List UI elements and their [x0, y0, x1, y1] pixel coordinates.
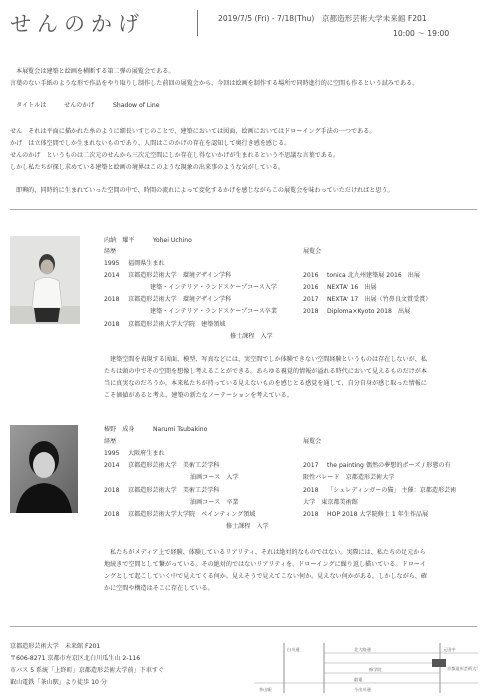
artist1-career-text: 建築・インテリア・ランドスケープコース入学 [150, 284, 277, 291]
artist2-exhibit-text: the painting 偶然の夢想的ポーズ / 形態の有 [327, 462, 451, 469]
artist1-exhibit-year: 2016 [303, 272, 319, 279]
artist2-statement-line: ングとして起こしていく中で見えてくる何か。見えそうで見えてこない何か。見えない何かがある。しかしながら、確 [104, 573, 427, 580]
artist1-career-text: 京都造形芸術大学 環境デザイン学科 [128, 296, 232, 303]
artist2-career-label: 経歴 [104, 438, 117, 445]
artist2-statement-line: かに空間や構造はそこに存在している。 [104, 585, 214, 592]
artist2-name-en: Narumi Tsubakino [153, 426, 208, 433]
map-label-bldg3: 今出川通 [354, 687, 371, 692]
artist2-career-year: 2018 [104, 511, 120, 518]
artist2-career-text: 京都造形芸術大学 美術工芸学科 [128, 487, 220, 494]
artist1-name-en: Yohei Uchino [153, 237, 192, 244]
artist2-career-text: 油画コース 入学 [190, 474, 239, 481]
artist1-exhibit-text: Diploma×Kyoto 2018 出展 [327, 308, 411, 315]
footer-divider [10, 626, 477, 627]
artist2-career-year: 1995 [104, 450, 120, 457]
artist1-statement-line: 当に真実なのだろうか。本来私たちが持っている見えないものを感じとる感覚を通して、自分自身が感じ取った情報に [104, 380, 427, 387]
artist2-photo [10, 425, 78, 513]
artist1-portrait-image [10, 236, 80, 324]
map-destination-marker [432, 659, 446, 667]
artist1-exhibit-year: 2017 [303, 296, 319, 303]
artist1-exhibit-text: tonica 北九州建築展 2016 出展 [327, 272, 420, 279]
map-label-station2: 元田中 [443, 647, 456, 652]
map-label-bldg1: 叡電 [354, 677, 363, 682]
section-divider [10, 209, 477, 210]
artist1-statement-line: 建築空間を表現する図面、模型、写真などには、実空間でしか体験できない空間経験というものは存在しないが、私 [110, 356, 427, 363]
title-en: Shadow of Line [113, 102, 160, 109]
artist2-name-jp: 椿野 成身 [104, 426, 135, 433]
artist1-career-year: 2018 [104, 296, 120, 303]
title-divider [197, 10, 198, 36]
artist1-statement-line: たちは頭の中でその空間を想像し考えることができる。あらゆる視覚的情報が溢れる時代において見えるものだけが本 [104, 368, 427, 375]
footer-venue: 京都造形芸術大学 未来館 F201 [10, 643, 101, 650]
artist2-exhibit-year: 2018 [303, 511, 319, 518]
artist1-career-year: 2018 [104, 321, 120, 328]
intro-line-boundary: しかし私たちが探し求めている建築と絵画の境界はこのような現象の出来事のような気がしている。 [10, 164, 285, 171]
intro-paragraph-2: 言葉のない手紙のような形で作品をやり取りし制作した前回の展覧会から、今回は絵画を制作する場所で同時進行的に空間も作るという試みである。 [10, 80, 419, 87]
artist2-career-text: 京都造形芸術大学大学院 ペインティング領域 [128, 511, 256, 518]
artist1-exhibit-text: NEXTA' 17 出展（竹鼻良文賞受賞） [327, 296, 432, 303]
page-title: せんのかげ [10, 12, 145, 36]
map-label-univ: 京都造形芸術大学 [447, 666, 478, 671]
event-date: 2019/7/5 (Fri) - 7/18(Thu) 京都造形芸術大学未来館 F201 [218, 14, 427, 23]
artist2-exhibit-year: 2017 [303, 462, 319, 469]
artist2-exhibit-label: 展覧会 [303, 438, 322, 445]
artist1-name-jp: 内納 耀平 [104, 237, 135, 244]
artist2-statement-line: 私たちがメディア上で経験、体験しているリアリティ、それは絶対的なものではない。実際には、私たちの足元から [110, 549, 426, 556]
artist1-career-text: 京都造形芸術大学 環境デザイン学科 [128, 272, 232, 279]
artist2-career-text: 京都造形芸術大学 美術工芸学科 [128, 462, 220, 469]
artist2-portrait-image [10, 425, 78, 513]
map-label-bldg2: 修学院 [369, 667, 382, 672]
artist1-career-year: 1995 [104, 260, 120, 267]
artist1-career-year: 2014 [104, 272, 120, 279]
intro-line-kage: かげ は立体空間でしか生まれないものであり、人間はこのかげの存在を認知して奥行き感を感じる。 [10, 140, 291, 147]
artist1-career-text: 建築・インテリア・ランドスケープコース卒業 [150, 308, 277, 315]
artist2-exhibit-text: 限性パレード 京都造形芸術大学 [303, 474, 395, 481]
intro-line-sennokage: せんのかげ というものは二次元のせんから三次元空間にしか存在し得ないかげが生まれるという不思議な言葉である。 [10, 152, 340, 159]
artist1-career-label: 経歴 [104, 248, 117, 255]
artist1-photo [10, 236, 80, 324]
artist1-career-text: 京都造形芸術大学大学院 建築領域 [128, 321, 226, 328]
artist2-exhibit-year: 2018 [303, 487, 319, 494]
footer-bus: 市バス 5 系統「上終町」京都造形芸術大学前」下車すぐ [10, 667, 165, 674]
intro-paragraph-1: 本展覧会は建築と絵画を横断する第二弾の展覧会である。 [16, 68, 175, 75]
footer-address: 〒606-8271 京都市左京区北白川瓜生山 2-116 [10, 655, 141, 662]
map-label-station1: 茶山駅 [259, 687, 272, 692]
artist2-career-text: 油画コース 卒業 [190, 499, 239, 506]
intro-line-sen: せん それは平面に描かれた糸のように細長いすじのことで、建築においては図面、絵画においてはドローイング手法の一つである。 [10, 128, 376, 135]
event-time: 10:00 ～ 19:00 [393, 29, 450, 38]
artist2-career-year: 2014 [104, 462, 120, 469]
map-label-road2: 北大路通 [354, 647, 371, 652]
artist2-exhibit-text: 「シュレディンガーの猫」 主催：京都造形芸術 [327, 487, 457, 494]
artist2-career-text: 大阪府生まれ [128, 450, 165, 457]
artist1-exhibit-year: 2018 [303, 308, 319, 315]
artist2-career-text: 修士課程 入学 [226, 523, 269, 530]
artist2-exhibit-text: 大学 東京都美術館 [303, 499, 358, 506]
intro-paragraph-3: 即興的、同時的に生まれていった空間の中で、時間の流れによって変化するかげを感じながらこの展覧会を味わっていただければと思う。 [16, 187, 394, 194]
artist1-career-text: 修士課程 入学 [230, 333, 273, 340]
artist1-exhibit-year: 2016 [303, 284, 319, 291]
title-jp: せんのかげ [64, 102, 95, 109]
artist2-statement-line: 地続きで空間として繋がっている。その絶対的ではないリアリティを、ドローイングに繰り返し描いている。ドローイ [104, 561, 426, 568]
footer-train: 叡山電鉄「茶山駅」より徒歩 10 分 [10, 679, 107, 686]
title-label: タイトルは [16, 102, 47, 109]
access-map-drawing [254, 643, 478, 693]
artist1-career-text: 福岡県生まれ [128, 260, 165, 267]
artist1-statement-line: こそ価値があると考え、建築の新たなノーテーションを考えている。 [104, 392, 293, 399]
artist2-exhibit-text: HOP 2018 大学院修士 1 年生作品展 [327, 511, 429, 518]
access-map [254, 643, 478, 693]
artist2-career-year: 2018 [104, 487, 120, 494]
artist1-exhibit-label: 展覧会 [303, 248, 322, 255]
artist1-exhibit-text: NEXTA' 16 出展 [327, 284, 377, 291]
map-label-road1: 白川通 [287, 647, 300, 652]
